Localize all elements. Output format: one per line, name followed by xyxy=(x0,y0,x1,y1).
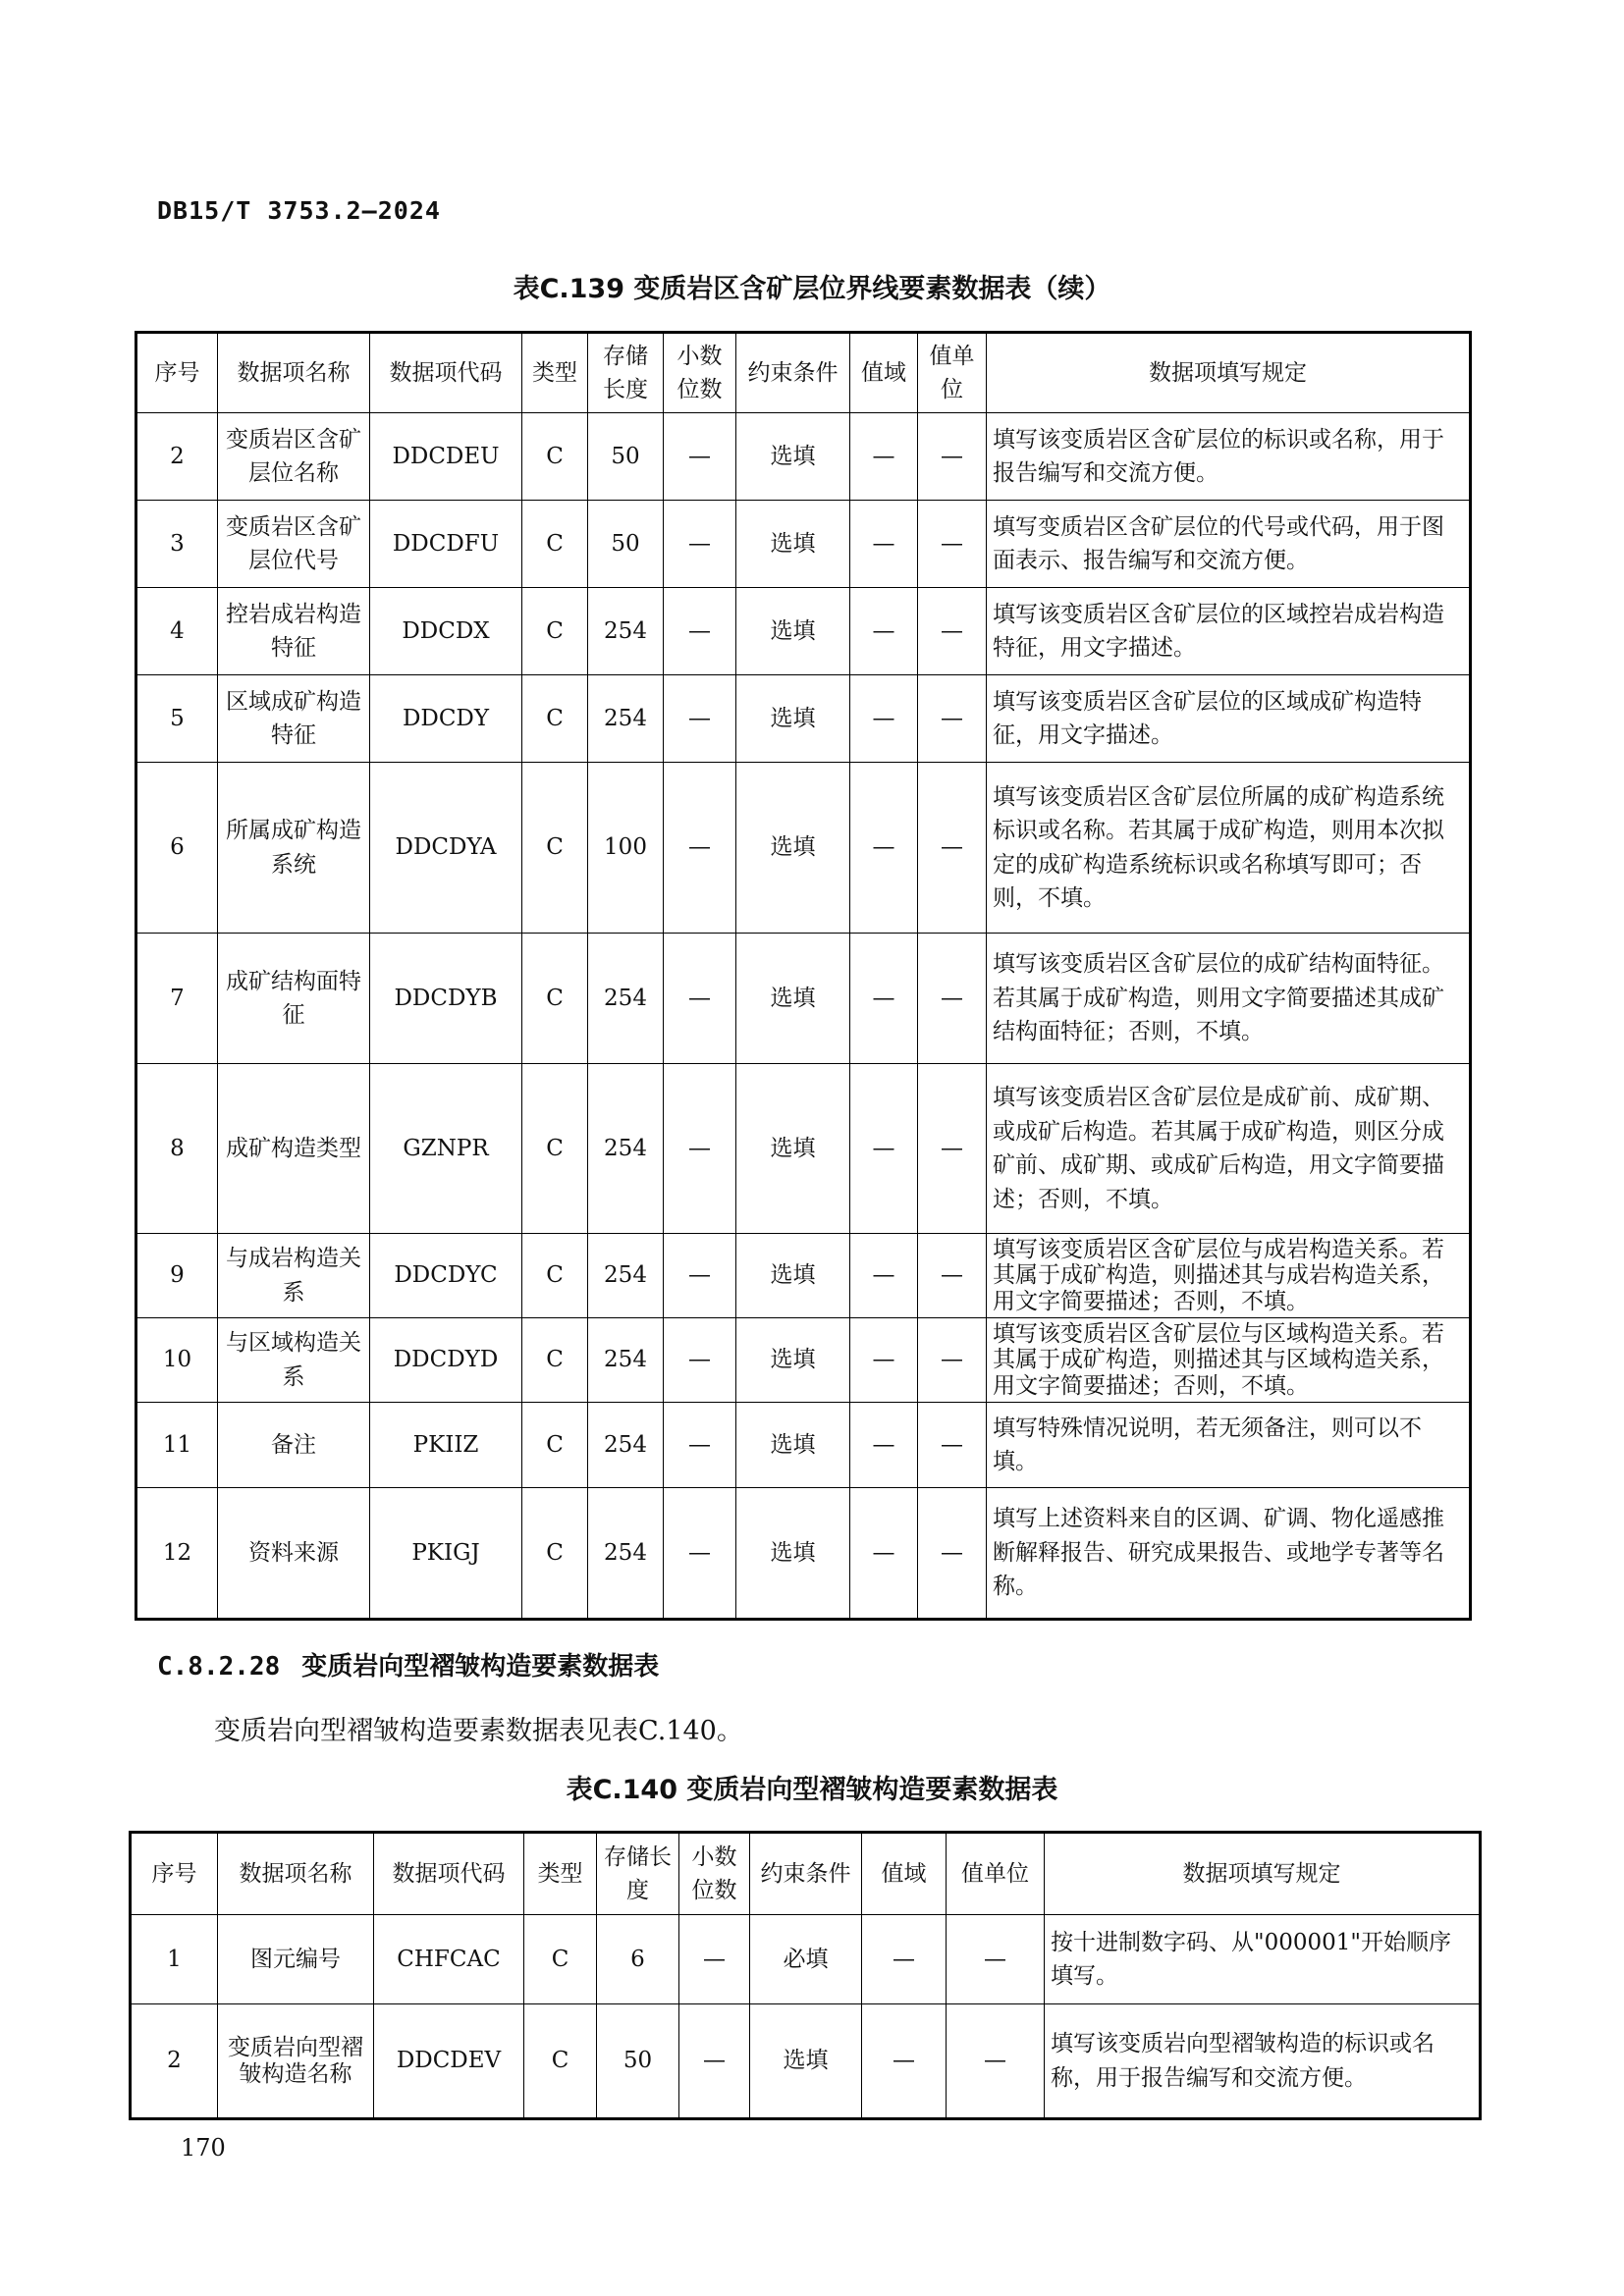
section-title: 变质岩向型褶皱构造要素数据表 xyxy=(301,1652,660,1682)
header-cell: 序号 xyxy=(131,1833,218,1915)
cell-rule: 填写该变质岩向型褶皱构造的标识或名称，用于报告编写和交流方便。 xyxy=(1045,2004,1481,2119)
header-cell: 小数位数 xyxy=(679,1833,750,1915)
cell-type: C xyxy=(522,588,588,675)
cell-constraint: 选填 xyxy=(736,1234,850,1318)
cell-no: 6 xyxy=(136,763,218,934)
cell-unit: — xyxy=(918,413,987,501)
cell-unit: — xyxy=(918,763,987,934)
cell-name: 备注 xyxy=(218,1403,370,1488)
table-row xyxy=(131,2004,1481,2119)
cell-constraint: 选填 xyxy=(736,763,850,934)
header-cell: 数据项名称 xyxy=(218,333,370,413)
cell-constraint: 选填 xyxy=(736,1403,850,1488)
section-heading xyxy=(157,1646,659,1682)
cell-decimals: — xyxy=(664,1064,736,1234)
header-cell: 数据项代码 xyxy=(370,333,522,413)
header-cell: 值单位 xyxy=(947,1833,1045,1915)
table-139-caption: 表C.139 变质岩区含矿层位界线要素数据表（续） xyxy=(513,274,1111,304)
cell-constraint: 选填 xyxy=(736,1318,850,1403)
header-cell: 数据项代码 xyxy=(374,1833,524,1915)
cell-code: DDCDX xyxy=(370,588,522,675)
table-row xyxy=(136,588,1471,675)
cell-decimals: — xyxy=(664,934,736,1064)
cell-rule: 填写该变质岩区含矿层位与区域构造关系。若其属于成矿构造，则描述其与区域构造关系，用文字简要描述；否则，不填。 xyxy=(987,1318,1471,1403)
table-140-caption: 表C.140 变质岩向型褶皱构造要素数据表 xyxy=(566,1775,1058,1805)
cell-code: CHFCAC xyxy=(374,1915,524,2004)
cell-type: C xyxy=(524,2004,597,2119)
cell-code: DDCDYC xyxy=(370,1234,522,1318)
cell-type: C xyxy=(522,1403,588,1488)
cell-constraint: 必填 xyxy=(750,1915,862,2004)
cell-decimals: — xyxy=(664,501,736,588)
cell-length: 50 xyxy=(588,501,664,588)
table-row xyxy=(136,1064,1471,1234)
cell-range: — xyxy=(850,1403,918,1488)
cell-rule: 填写该变质岩区含矿层位的区域成矿构造特征，用文字描述。 xyxy=(987,675,1471,763)
table-row xyxy=(136,1318,1471,1403)
cell-code: DDCDYD xyxy=(370,1318,522,1403)
cell-type: C xyxy=(522,1234,588,1318)
cell-rule: 按十进制数字码、从"000001"开始顺序填写。 xyxy=(1045,1915,1481,2004)
table-row xyxy=(136,934,1471,1064)
cell-constraint: 选填 xyxy=(736,1488,850,1620)
cell-no: 11 xyxy=(136,1403,218,1488)
cell-unit: — xyxy=(918,1318,987,1403)
cell-unit: — xyxy=(947,2004,1045,2119)
cell-constraint: 选填 xyxy=(736,934,850,1064)
cell-decimals: — xyxy=(664,763,736,934)
cell-name: 区域成矿构造特征 xyxy=(218,675,370,763)
cell-name: 与成岩构造关系 xyxy=(218,1234,370,1318)
cell-rule: 填写该变质岩区含矿层位是成矿前、成矿期、或成矿后构造。若其属于成矿构造，则区分成矿前、成矿期、或成矿后构造，用文字简要描述；否则，不填。 xyxy=(987,1064,1471,1234)
table-row xyxy=(136,501,1471,588)
header-cell: 序号 xyxy=(136,333,218,413)
cell-type: C xyxy=(522,501,588,588)
cell-code: DDCDEV xyxy=(374,2004,524,2119)
table-row xyxy=(136,413,1471,501)
cell-length: 254 xyxy=(588,1234,664,1318)
table-row xyxy=(131,1915,1481,2004)
table-header-row xyxy=(136,333,1471,413)
cell-unit: — xyxy=(918,1064,987,1234)
cell-rule: 填写该变质岩区含矿层位的区域控岩成岩构造特征，用文字描述。 xyxy=(987,588,1471,675)
cell-length: 50 xyxy=(597,2004,679,2119)
cell-length: 254 xyxy=(588,1064,664,1234)
cell-no: 7 xyxy=(136,934,218,1064)
cell-rule: 填写该变质岩区含矿层位的成矿结构面特征。若其属于成矿构造，则用文字简要描述其成矿结构面特征；否则，不填。 xyxy=(987,934,1471,1064)
cell-name: 资料来源 xyxy=(218,1488,370,1620)
cell-range: — xyxy=(850,1064,918,1234)
cell-length: 254 xyxy=(588,1488,664,1620)
cell-code: DDCDY xyxy=(370,675,522,763)
cell-unit: — xyxy=(947,1915,1045,2004)
cell-type: C xyxy=(522,763,588,934)
cell-name: 图元编号 xyxy=(218,1915,374,2004)
cell-range: — xyxy=(862,2004,947,2119)
cell-no: 2 xyxy=(136,413,218,501)
table-140 xyxy=(129,1831,1482,2120)
cell-no: 3 xyxy=(136,501,218,588)
cell-range: — xyxy=(862,1915,947,2004)
header-cell: 数据项填写规定 xyxy=(1045,1833,1481,1915)
cell-no: 5 xyxy=(136,675,218,763)
header-cell: 存储长度 xyxy=(597,1833,679,1915)
table-row xyxy=(136,1403,1471,1488)
cell-name: 控岩成岩构造特征 xyxy=(218,588,370,675)
cell-name: 与区域构造关系 xyxy=(218,1318,370,1403)
cell-no: 1 xyxy=(131,1915,218,2004)
cell-code: DDCDEU xyxy=(370,413,522,501)
cell-no: 8 xyxy=(136,1064,218,1234)
cell-unit: — xyxy=(918,1234,987,1318)
cell-type: C xyxy=(522,413,588,501)
header-cell: 类型 xyxy=(524,1833,597,1915)
cell-rule: 填写上述资料来自的区调、矿调、物化遥感推断解释报告、研究成果报告、或地学专著等名称。 xyxy=(987,1488,1471,1620)
cell-range: — xyxy=(850,763,918,934)
cell-range: — xyxy=(850,1234,918,1318)
cell-constraint: 选填 xyxy=(750,2004,862,2119)
cell-no: 12 xyxy=(136,1488,218,1620)
cell-decimals: — xyxy=(664,1488,736,1620)
cell-length: 254 xyxy=(588,934,664,1064)
table-row xyxy=(136,675,1471,763)
cell-range: — xyxy=(850,934,918,1064)
cell-decimals: — xyxy=(664,675,736,763)
cell-type: C xyxy=(522,1318,588,1403)
header-cell: 约束条件 xyxy=(750,1833,862,1915)
cell-name: 变质岩区含矿层位名称 xyxy=(218,413,370,501)
header-cell: 类型 xyxy=(522,333,588,413)
cell-range: — xyxy=(850,1318,918,1403)
cell-length: 100 xyxy=(588,763,664,934)
cell-unit: — xyxy=(918,934,987,1064)
cell-name: 成矿结构面特征 xyxy=(218,934,370,1064)
header-cell: 小数位数 xyxy=(664,333,736,413)
cell-code: PKIIZ xyxy=(370,1403,522,1488)
cell-name: 变质岩区含矿层位代号 xyxy=(218,501,370,588)
header-cell: 值域 xyxy=(862,1833,947,1915)
cell-unit: — xyxy=(918,675,987,763)
cell-code: DDCDYB xyxy=(370,934,522,1064)
cell-length: 254 xyxy=(588,1403,664,1488)
cell-code: DDCDFU xyxy=(370,501,522,588)
cell-unit: — xyxy=(918,501,987,588)
cell-unit: — xyxy=(918,1488,987,1620)
cell-unit: — xyxy=(918,1403,987,1488)
cell-constraint: 选填 xyxy=(736,501,850,588)
cell-range: — xyxy=(850,675,918,763)
cell-type: C xyxy=(522,934,588,1064)
cell-code: DDCDYA xyxy=(370,763,522,934)
cell-code: PKIGJ xyxy=(370,1488,522,1620)
cell-length: 254 xyxy=(588,1318,664,1403)
cell-type: C xyxy=(522,1488,588,1620)
table-row xyxy=(136,763,1471,934)
header-cell: 约束条件 xyxy=(736,333,850,413)
cell-range: — xyxy=(850,588,918,675)
table-row xyxy=(136,1488,1471,1620)
cell-rule: 填写该变质岩区含矿层位的标识或名称，用于报告编写和交流方便。 xyxy=(987,413,1471,501)
cell-decimals: — xyxy=(664,1318,736,1403)
cell-code: GZNPR xyxy=(370,1064,522,1234)
cell-type: C xyxy=(522,1064,588,1234)
header-cell: 数据项名称 xyxy=(218,1833,374,1915)
cell-name: 所属成矿构造系统 xyxy=(218,763,370,934)
page-number: 170 xyxy=(181,2134,226,2162)
header-cell: 值单位 xyxy=(918,333,987,413)
cell-decimals: — xyxy=(664,1234,736,1318)
cell-rule: 填写变质岩区含矿层位的代号或代码，用于图面表示、报告编写和交流方便。 xyxy=(987,501,1471,588)
cell-decimals: — xyxy=(664,1403,736,1488)
cell-range: — xyxy=(850,1488,918,1620)
cell-no: 9 xyxy=(136,1234,218,1318)
cell-range: — xyxy=(850,501,918,588)
cell-no: 4 xyxy=(136,588,218,675)
cell-decimals: — xyxy=(664,588,736,675)
cell-length: 6 xyxy=(597,1915,679,2004)
cell-length: 254 xyxy=(588,675,664,763)
cell-constraint: 选填 xyxy=(736,413,850,501)
cell-range: — xyxy=(850,413,918,501)
table-139 xyxy=(135,331,1472,1621)
cell-decimals: — xyxy=(664,413,736,501)
cell-length: 50 xyxy=(588,413,664,501)
cell-constraint: 选填 xyxy=(736,1064,850,1234)
cell-type: C xyxy=(524,1915,597,2004)
table-header-row xyxy=(131,1833,1481,1915)
cell-length: 254 xyxy=(588,588,664,675)
cell-type: C xyxy=(522,675,588,763)
cell-constraint: 选填 xyxy=(736,588,850,675)
header-cell: 存储长度 xyxy=(588,333,664,413)
section-paragraph: 变质岩向型褶皱构造要素数据表见表C.140。 xyxy=(214,1716,743,1746)
cell-rule: 填写特殊情况说明，若无须备注，则可以不填。 xyxy=(987,1403,1471,1488)
cell-constraint: 选填 xyxy=(736,675,850,763)
cell-name: 变质岩向型褶皱构造名称 xyxy=(218,2004,374,2119)
cell-no: 10 xyxy=(136,1318,218,1403)
table-row xyxy=(136,1234,1471,1318)
section-number: C.8.2.28 xyxy=(157,1652,281,1682)
cell-no: 2 xyxy=(131,2004,218,2119)
header-cell: 数据项填写规定 xyxy=(987,333,1471,413)
cell-rule: 填写该变质岩区含矿层位所属的成矿构造系统标识或名称。若其属于成矿构造，则用本次拟定的成矿构造系统标识或名称填写即可；否则，不填。 xyxy=(987,763,1471,934)
cell-rule: 填写该变质岩区含矿层位与成岩构造关系。若其属于成矿构造，则描述其与成岩构造关系，用文字简要描述；否则，不填。 xyxy=(987,1234,1471,1318)
cell-decimals: — xyxy=(679,1915,750,2004)
cell-name: 成矿构造类型 xyxy=(218,1064,370,1234)
document-code: DB15/T 3753.2—2024 xyxy=(157,196,441,225)
header-cell: 值域 xyxy=(850,333,918,413)
cell-unit: — xyxy=(918,588,987,675)
cell-decimals: — xyxy=(679,2004,750,2119)
